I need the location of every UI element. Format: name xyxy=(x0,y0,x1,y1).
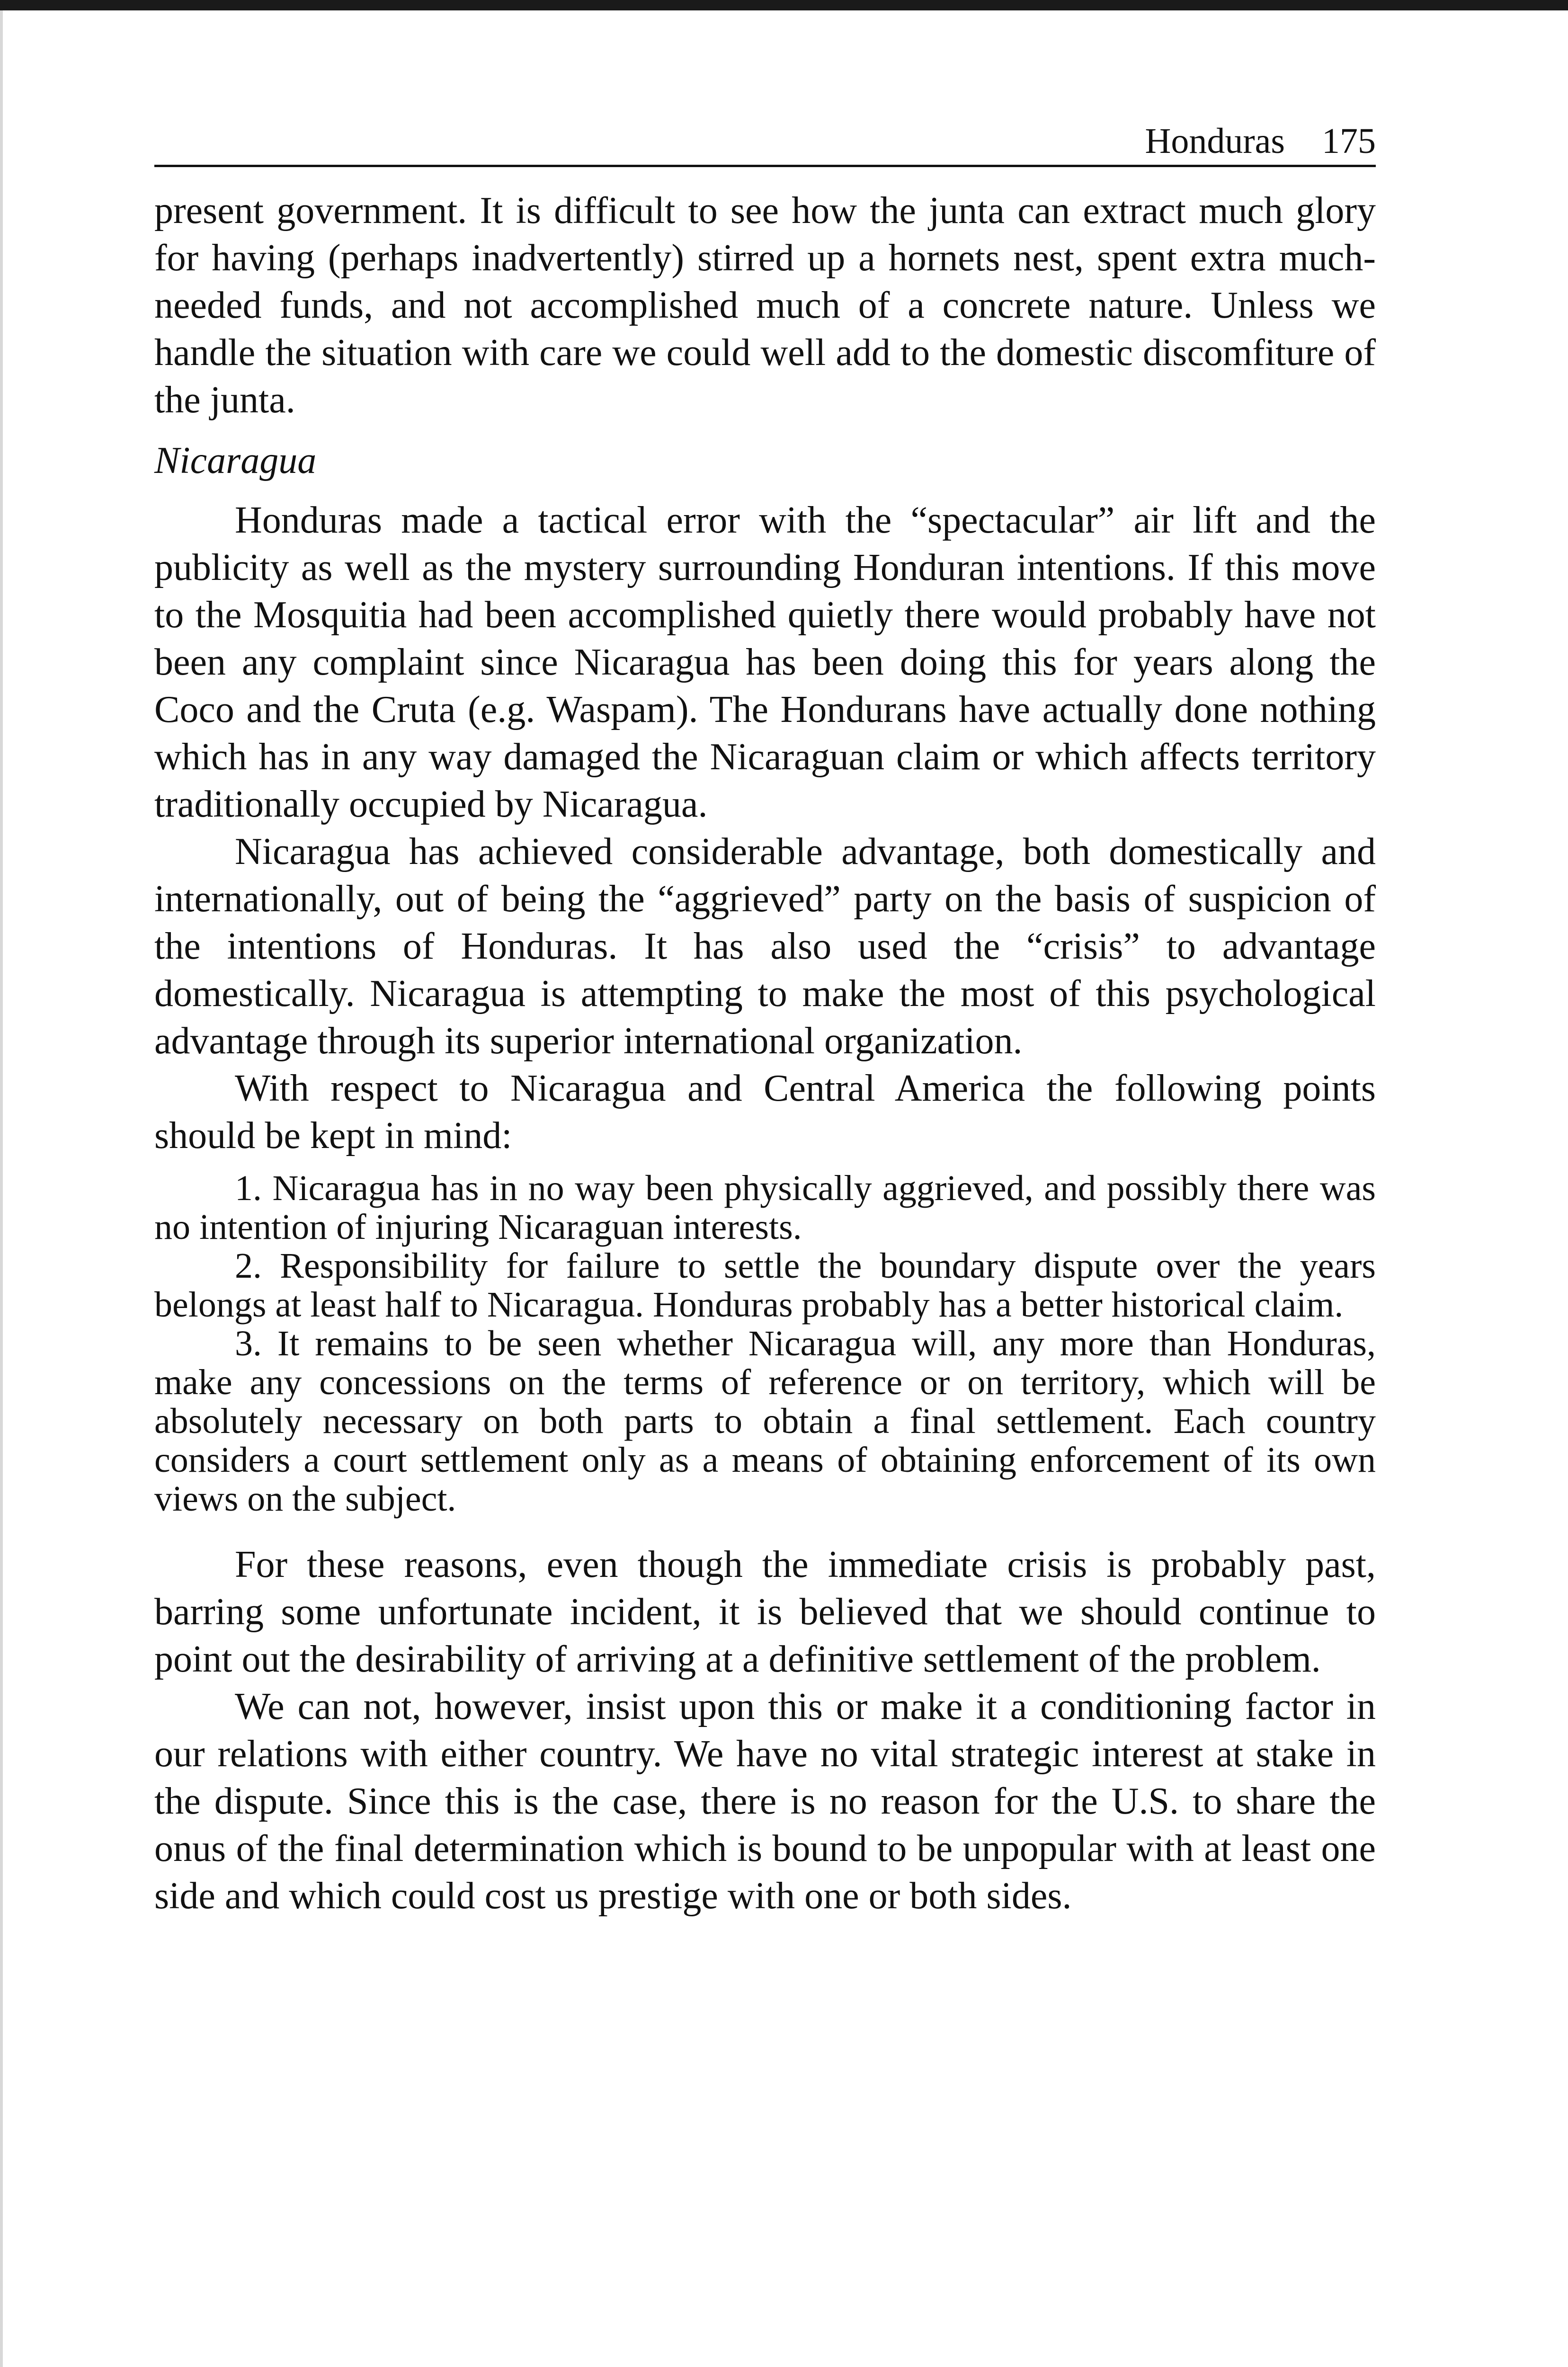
paragraph-tactical-error: Honduras made a tactical error with the “spectacular” air lift and the publicity as well as the mystery surrounding Honduran intentions. If this move to the Mosquitia had been accomplished quietly there would probably have not been any complaint since Nicaragua has been doing this for years along the Coco and the Cruta (e.g. Waspam). The Hondurans have actually done nothing which has in any way damaged the Nicaraguan claim or which affects territory traditionally occupied by Nicaragua. xyxy=(154,499,1376,825)
point-3: 3. It remains to be seen whether Nicaragua will, any more than Honduras, make any concessions on the terms of reference or on territory, which will be absolutely necessary on both parts to obtain a final settlement. Each country considers a court settlement only as a means of obtaining enforcement of its own views on the subject. xyxy=(154,1324,1376,1519)
paragraph-cannot-insist: We can not, however, insist upon this or make it a conditioning factor in our relations with either country. We have no vital strategic interest at stake in the dispute. Since this is the case, there is no reason for the U.S. to share the onus of the final determination which is bound to be unpopular with at least one side and which could cost us prestige with one or both sides. xyxy=(154,1686,1376,1917)
paragraph-continued: present government. It is difficult to see how the junta can extract much glory for having (perhaps inadvertently) stirred up a hornets nest, spent extra much-needed funds, and not accomplished much of a concrete nature. Unless we handle the situation with care we could well add to the domestic discomfiture of the junta. xyxy=(154,190,1376,421)
numbered-points xyxy=(154,1169,1376,1518)
paragraph-considerable-advantage: Nicaragua has achieved considerable advantage, both domestically and internationally, out of being the “aggrieved” party on the basis of suspicion of the intentions of Honduras. It has also used the “crisis” to advantage domestically. Nicaragua is attempting to make the most of this psychological advantage through its superior international organization. xyxy=(154,831,1376,1062)
running-head xyxy=(154,123,1376,167)
section-heading-nicaragua: Nicaragua xyxy=(154,440,317,481)
point-1: 1. Nicaragua has in no way been physically aggrieved, and possibly there was no intention of injuring Nicaraguan interests. xyxy=(154,1168,1376,1247)
document-page xyxy=(154,123,1376,1920)
paragraph-these-reasons: For these reasons, even though the immediate crisis is probably past, barring some unfortunate incident, it is believed that we should continue to point out the desirability of arriving at a definitive settlement of the problem. xyxy=(154,1544,1376,1680)
point-2: 2. Responsibility for failure to settle the boundary dispute over the years belongs at least half to Nicaragua. Honduras probably has a better historical claim. xyxy=(154,1246,1376,1325)
running-head-title: Honduras xyxy=(1145,121,1285,161)
body-text xyxy=(154,187,1376,1920)
paragraph-points-intro: With respect to Nicaragua and Central America the following points should be kept in mind: xyxy=(154,1068,1376,1157)
top-scan-border xyxy=(0,0,1568,10)
left-scan-edge xyxy=(0,10,3,2367)
page-number: 175 xyxy=(1322,121,1376,161)
